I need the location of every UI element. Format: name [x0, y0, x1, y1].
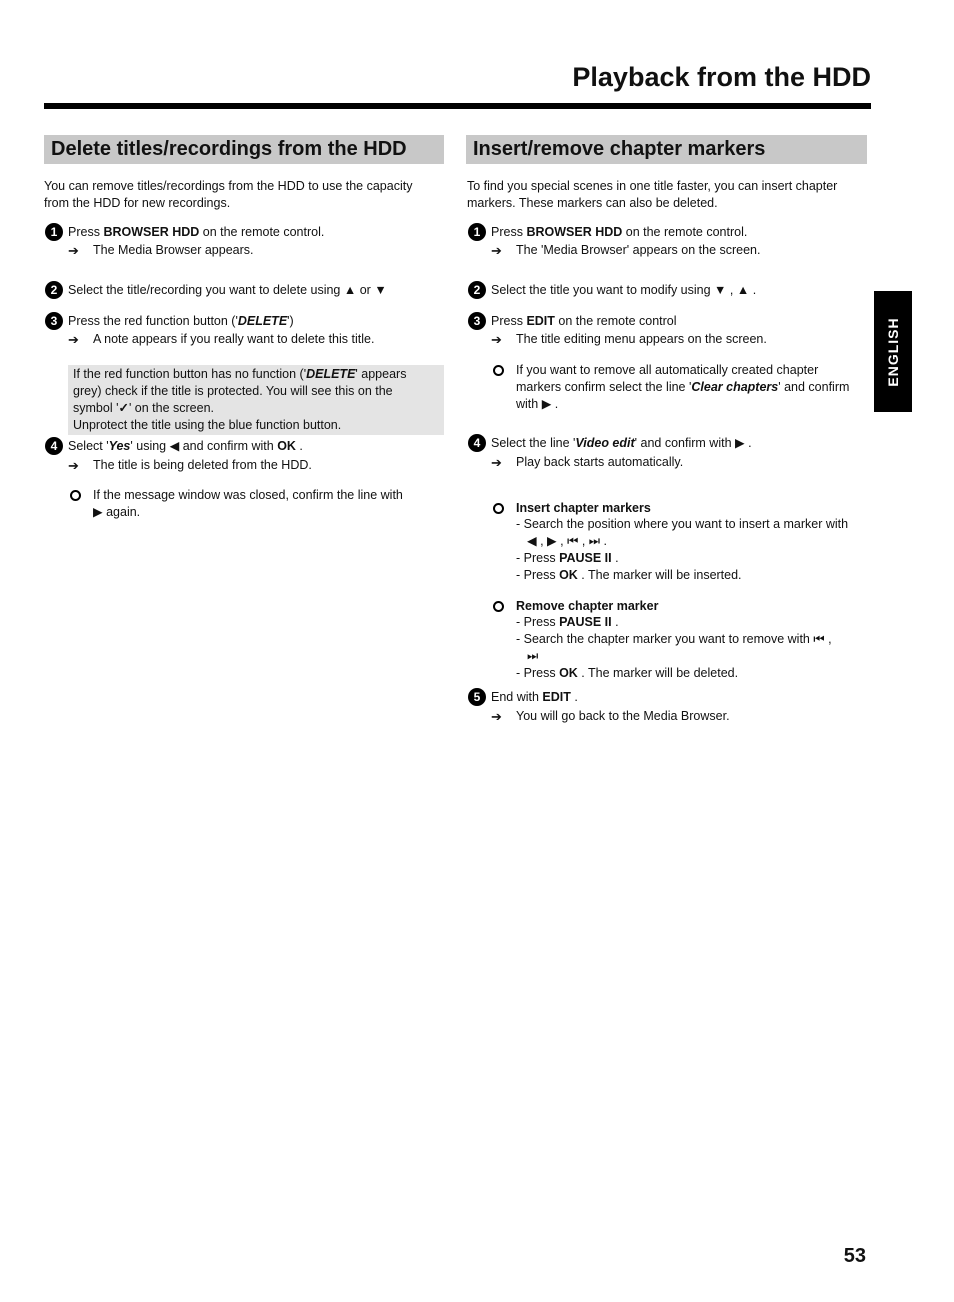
right-icon: ▶	[735, 436, 745, 450]
arrow-icon: ➔	[491, 455, 502, 470]
left-step-4-result: The title is being deleted from the HDD.	[93, 458, 312, 472]
remove-marker-title: Remove chapter marker	[516, 599, 659, 613]
page-title: Playback from the HDD	[572, 62, 871, 92]
step-number-3: 3	[468, 312, 486, 330]
right-step-5: End with EDIT .	[491, 690, 578, 704]
language-tab-label: ENGLISH	[885, 316, 901, 387]
remove-line-2: - Search the chapter marker you want to remove with ⏮ ,	[516, 632, 832, 646]
right-section-heading: Insert/remove chapter markers	[466, 135, 867, 164]
left-step-2: Select the title/recording you want to delete using ▲ or ▼	[68, 283, 387, 297]
arrow-icon: ➔	[68, 332, 79, 347]
up-icon: ▲	[343, 283, 357, 297]
right-icon: ▶	[547, 534, 557, 548]
step-number-4: 4	[468, 434, 486, 452]
insert-line-3: - Press PAUSE II .	[516, 551, 619, 565]
left-tip-line-2: ▶ again.	[93, 505, 141, 519]
bullet-circle-icon	[493, 365, 504, 376]
right-step-1-result: The 'Media Browser' appears on the screen.	[516, 243, 761, 257]
right-step-3-result: The title editing menu appears on the screen.	[516, 332, 767, 346]
bullet-circle-icon	[493, 503, 504, 514]
insert-markers-title: Insert chapter markers	[516, 501, 651, 515]
title-rule	[44, 103, 871, 109]
right-intro-line-2: markers. These markers can also be deleted.	[467, 196, 718, 210]
insert-line-4: - Press OK . The marker will be inserted.	[516, 568, 742, 582]
down-icon: ▼	[374, 283, 387, 297]
right-icon: ▶	[541, 397, 552, 411]
right-tip-line-2: markers confirm select the line 'Clear chapters' and confirm	[516, 380, 850, 394]
arrow-icon: ➔	[68, 243, 79, 258]
left-step-1-result: The Media Browser appears.	[93, 243, 254, 257]
step-number-3: 3	[45, 312, 63, 330]
language-tab	[874, 291, 912, 412]
arrow-icon: ➔	[491, 709, 502, 724]
left-intro-line-2: from the HDD for new recordings.	[44, 196, 231, 210]
step-number-2: 2	[468, 281, 486, 299]
step-number-1: 1	[45, 223, 63, 241]
note-line-2: grey) check if the title is protected. You will see this on the	[73, 384, 393, 398]
insert-line-2: ◀ , ▶ , ⏮ , ⏭ .	[527, 534, 607, 548]
right-step-4-result: Play back starts automatically.	[516, 455, 684, 469]
bullet-circle-icon	[493, 601, 504, 612]
bullet-circle-icon	[70, 490, 81, 501]
step-number-4: 4	[45, 437, 63, 455]
insert-line-1: - Search the position where you want to insert a marker with	[516, 517, 849, 531]
next-icon: ⏭	[588, 534, 601, 548]
right-step-1: Press BROWSER HDD on the remote control.	[491, 225, 748, 239]
step-number-1: 1	[468, 223, 486, 241]
up-icon: ▲	[736, 283, 750, 297]
page-number: 53	[843, 1245, 866, 1267]
right-step-4: Select the line 'Video edit' and confirm with ▶ .	[491, 436, 752, 450]
left-intro-line-1: You can remove titles/recordings from the HDD to use the capacity	[44, 179, 413, 193]
note-line-1: If the red function button has no function ('DELETE' appears	[73, 367, 407, 381]
right-icon: ▶	[93, 505, 103, 519]
left-step-3-result: A note appears if you really want to delete this title.	[93, 332, 375, 346]
previous-icon: ⏮	[567, 534, 579, 548]
check-icon: ✓	[118, 401, 129, 415]
left-tip-line-1: If the message window was closed, confirm the line with	[93, 488, 403, 502]
left-icon: ◀	[169, 439, 180, 453]
previous-icon: ⏮	[813, 632, 825, 646]
left-section-heading: Delete titles/recordings from the HDD	[44, 135, 444, 164]
remove-line-3	[527, 648, 538, 665]
note-line-3: symbol '✓' on the screen.	[73, 401, 215, 415]
left-step-1: Press BROWSER HDD on the remote control.	[68, 225, 325, 239]
remove-line-1: - Press PAUSE II .	[516, 615, 619, 629]
right-tip-line-3: with ▶ .	[516, 397, 559, 411]
arrow-icon: ➔	[68, 458, 79, 473]
arrow-icon: ➔	[491, 243, 502, 258]
right-step-3: Press EDIT on the remote control	[491, 314, 677, 328]
arrow-icon: ➔	[491, 332, 502, 347]
left-icon: ◀	[527, 534, 537, 548]
left-step-3: Press the red function button ('DELETE')	[68, 314, 294, 328]
step-number-5: 5	[468, 688, 486, 706]
right-step-2: Select the title you want to modify using ▼ , ▲ .	[491, 283, 757, 297]
right-tip-line-1: If you want to remove all automatically created chapter	[516, 363, 819, 377]
down-icon: ▼	[714, 283, 727, 297]
right-step-5-result: You will go back to the Media Browser.	[516, 709, 730, 723]
remove-line-4: - Press OK . The marker will be deleted.	[516, 666, 739, 680]
note-line-4: Unprotect the title using the blue function button.	[73, 418, 342, 432]
left-step-4: Select 'Yes' using ◀ and confirm with OK .	[68, 439, 303, 453]
next-icon: ⏭	[527, 649, 539, 663]
step-number-2: 2	[45, 281, 63, 299]
right-intro-line-1: To find you special scenes in one title faster, you can insert chapter	[467, 179, 838, 193]
